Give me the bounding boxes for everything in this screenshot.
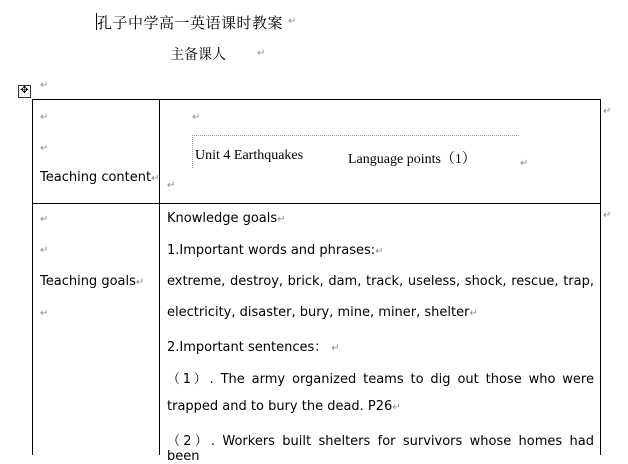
- paragraph-mark: ↵: [40, 143, 49, 154]
- teaching-goals-label: [40, 274, 144, 289]
- knowledge-goals-text: Knowledge goals: [167, 211, 278, 226]
- paragraph-mark: ↵: [40, 112, 49, 123]
- words-list-line-1: extreme, destroy, brick, dam, track, useless, shock, rescue, trap,: [167, 274, 594, 289]
- paragraph-mark: ↵: [40, 214, 49, 225]
- paragraph-mark: ↵: [135, 277, 145, 288]
- paragraph-mark: ↵: [392, 402, 401, 413]
- document-title: 孔子中学高一英语课时教案: [97, 14, 284, 32]
- table-border-left: [32, 99, 33, 455]
- teaching-content-label: [40, 170, 159, 185]
- words-list-line-2: [167, 305, 594, 320]
- paragraph-mark: ↵: [277, 214, 286, 225]
- table-row-divider: [32, 203, 601, 204]
- paragraph-mark: ↵: [40, 308, 49, 319]
- words-phrases-heading: [167, 243, 594, 258]
- paragraph-mark: ↵: [375, 246, 384, 257]
- paragraph-mark: ↵: [331, 343, 340, 354]
- sentence-1-line-1: （1）. The army organized teams to dig out those who were: [167, 372, 594, 387]
- row-end-mark: ↵: [603, 210, 612, 221]
- table-column-divider: [159, 99, 160, 455]
- row-end-mark: ↵: [603, 106, 612, 117]
- paragraph-mark: ↵: [192, 112, 201, 123]
- table-border-top: [32, 99, 601, 100]
- sentence-1-text: trapped and to bury the dead. P26: [167, 399, 393, 414]
- sentence-1-line-2: [167, 399, 594, 414]
- words-list-text: electricity, disaster, bury, mine, miner, shelter: [167, 305, 470, 320]
- paragraph-mark: ↵: [40, 80, 49, 91]
- teaching-goals-text: Teaching goals: [40, 274, 136, 289]
- paragraph-mark: ↵: [167, 180, 176, 191]
- paragraph-mark: ↵: [469, 308, 478, 319]
- paragraph-mark: ↵: [151, 173, 160, 184]
- paragraph-mark: ↵: [288, 16, 297, 27]
- table-border-right: [600, 99, 601, 455]
- table-move-handle-icon[interactable]: ✥: [18, 85, 31, 98]
- sentence-2-line-1: （2）. Workers built shelters for survivors whose homes had been: [167, 434, 594, 464]
- sentences-heading: [167, 336, 594, 355]
- teaching-content-text: Teaching content: [40, 170, 152, 185]
- paragraph-mark: ↵: [257, 48, 266, 59]
- words-phrases-text: 1.Important words and phrases:: [167, 243, 376, 258]
- unit-title: Unit 4 Earthquakes: [195, 148, 304, 163]
- sentences-heading-text: 2.Important sentences：: [167, 340, 328, 355]
- lesson-topic: Language points（1）: [348, 152, 476, 167]
- paragraph-mark: ↵: [520, 158, 529, 169]
- preparer-label: 主备课人: [170, 47, 226, 63]
- knowledge-goals-heading: [167, 211, 594, 226]
- paragraph-mark: ↵: [40, 245, 49, 256]
